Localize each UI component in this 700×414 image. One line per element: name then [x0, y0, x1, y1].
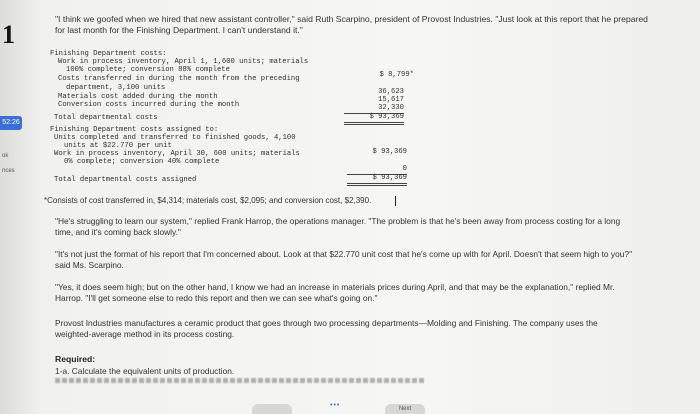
report-line: Conversion costs incurred during the month: [58, 101, 240, 109]
report-line: Materials cost added during the month: [58, 93, 218, 101]
amount-conversion: 32,330: [344, 104, 404, 114]
paragraph-harrop-reply: "He's struggling to learn our system," replied Frank Harrop, the operations manager. "The problem is that he's been away from process costing for a long time, and it's coming back slowly.": [55, 216, 621, 237]
report-line: department, 3,100 units: [66, 84, 166, 92]
report-title: Finishing Department costs:: [50, 50, 167, 58]
question-number-glyph: 1: [2, 20, 15, 49]
prev-button[interactable]: [252, 404, 292, 414]
required-heading: Required:: [55, 354, 96, 364]
amount-wip-begin: $ 8,799*: [379, 71, 414, 79]
report-line: Work in process inventory, April 1, 1,600 units; materials: [58, 58, 309, 66]
report-line: Work in process inventory, April 30, 600 units; materials: [54, 150, 300, 158]
report-line: Units completed and transferred to finished goods, 4,100: [54, 134, 296, 142]
report-line: 0% complete; conversion 40% complete: [64, 158, 220, 166]
gutter-label-ok: ok: [2, 153, 9, 159]
paragraph-scarpino-concern: "It's not just the format of his report that I'm concerned about. Look at that $22.770 unit cost that he's come up with for April. Doesn't that seem high to you?" said Ms. Scarpino.: [55, 249, 633, 270]
page-dots[interactable]: •••: [330, 402, 341, 409]
gutter-label-nces: nces: [2, 168, 15, 174]
paragraph-company-info: Provost Industries manufactures a ceramic product that goes through two processing departments—Molding and Finishing. The company uses the weighted-average method in its process costing.: [55, 318, 598, 339]
next-button[interactable]: Next: [385, 404, 425, 414]
cost-report: [42, 50, 462, 196]
report-line: Total departmental costs: [54, 114, 158, 122]
amount-total-costs: $ 93,369: [344, 113, 404, 125]
timer-badge: 52:26: [0, 116, 22, 130]
report-line: 100% complete; conversion 88% complete: [66, 66, 230, 74]
required-item-1a: 1-a. Calculate the equivalent units of production.: [55, 366, 235, 376]
cut-off-text-line: [55, 378, 425, 383]
report-line: Total departmental costs assigned: [54, 176, 197, 184]
amount-completed: $ 93,369: [372, 148, 407, 156]
amount-materials: 15,617: [378, 96, 404, 104]
report-line: Finishing Department costs assigned to:: [50, 126, 219, 134]
amount-wip-end: 0: [347, 165, 407, 175]
amount-total-assigned: $ 93,369: [347, 174, 407, 186]
text-cursor: [395, 196, 396, 206]
report-line: units at $22.770 per unit: [64, 142, 172, 150]
intro-paragraph: "I think we goofed when we hired that new assistant controller," said Ruth Scarpino, president of Provost Industries. "Just look at this report that he prepared for last month for the Finishing Department. I can't understand it.": [55, 14, 648, 35]
paragraph-harrop-explanation: "Yes, it does seem high; but on the other hand, I know we had an increase in materials prices during April, and that may be the explanation," replied Mr. Harrop. "I'll get someone else to redo this report and then we can see what's going on.": [55, 282, 615, 303]
footnote: *Consists of cost transferred in, $4,314; materials cost, $2,095; and conversion cost, $2,390.: [44, 196, 372, 205]
amount-transferred-in: 36,623: [378, 88, 404, 96]
bottom-nav-bar: [0, 400, 700, 414]
report-line: Costs transferred in during the month from the preceding: [58, 75, 300, 83]
left-gutter: [0, 0, 42, 414]
